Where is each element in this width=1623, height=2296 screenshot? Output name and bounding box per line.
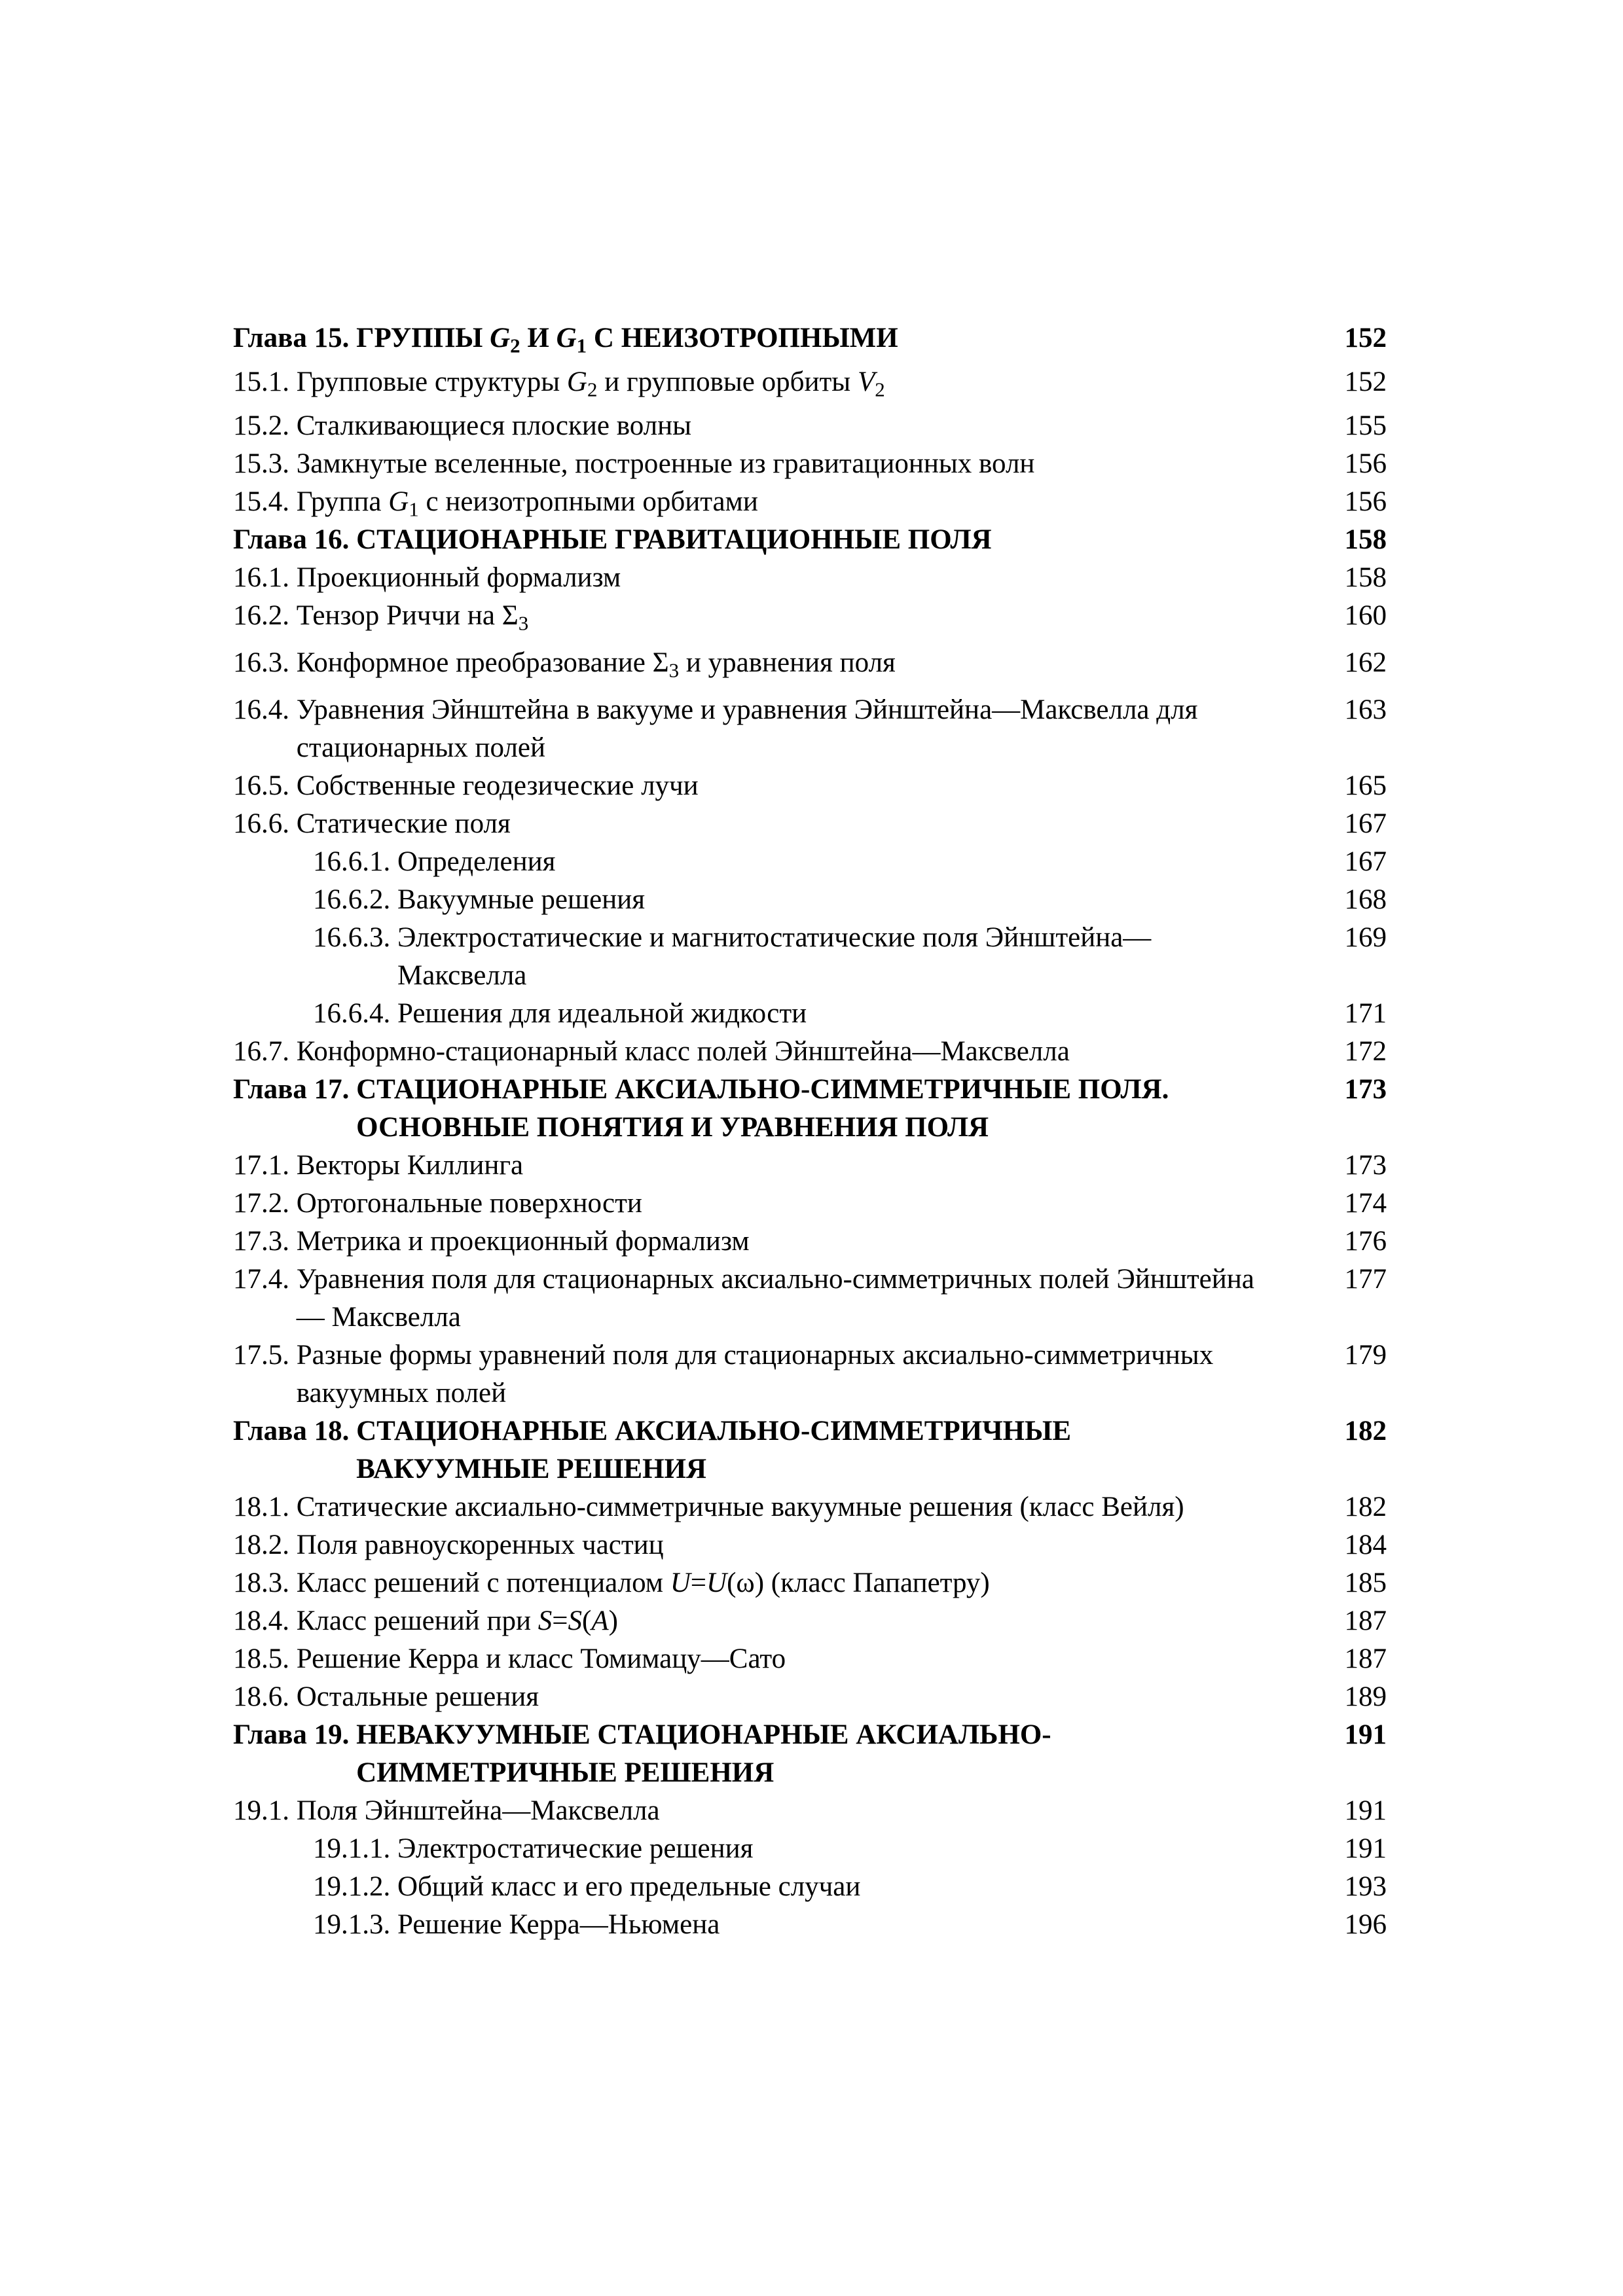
section-title: Групповые структуры $G_2$ и групповые орбиты $V_2$	[296, 367, 885, 401]
toc-section-18-4	[233, 1602, 1387, 1640]
chapter-number: Глава 19.	[233, 1719, 357, 1750]
section-title: Уравнения поля для стационарных аксиально-симметричных полей Эйнштейна — Максвелла	[296, 1264, 1254, 1333]
subsection-number: 16.6.2.	[313, 884, 397, 915]
page-number: 191	[1344, 1833, 1387, 1864]
page-number: 184	[1344, 1530, 1387, 1560]
subsection-number: 19.1.3.	[313, 1909, 397, 1940]
page-number: 169	[1344, 922, 1387, 953]
page-number: 162	[1344, 647, 1387, 678]
page-number: 172	[1344, 1036, 1387, 1067]
section-title: Конформно-стационарный класс полей Эйнштейна—Максвелла	[296, 1036, 1070, 1067]
page-number: 191	[1344, 1719, 1387, 1750]
subsection-title: Общий класс и его предельные случаи	[397, 1871, 861, 1902]
section-number: 17.2.	[233, 1188, 297, 1219]
page-number: 171	[1344, 998, 1387, 1029]
toc-section-17-1	[233, 1147, 1387, 1185]
page-number: 187	[1344, 1605, 1387, 1636]
toc-chapter-18	[233, 1412, 1387, 1488]
section-number: 16.5.	[233, 770, 297, 801]
page-number: 158	[1344, 562, 1387, 593]
page-number: 158	[1344, 524, 1387, 555]
chapter-number: Глава 16.	[233, 524, 357, 555]
section-title: Конформное преобразование $\Sigma_3$ и уравнения поля	[296, 647, 896, 682]
section-number: 18.6.	[233, 1681, 297, 1712]
chapter-title: СТАЦИОНАРНЫЕ АКСИАЛЬНО-СИММЕТРИЧНЫЕ ПОЛЯ. ОСНОВНЫЕ ПОНЯТИЯ И УРАВНЕНИЯ ПОЛЯ	[356, 1074, 1169, 1143]
section-title: Класс решений при S=S(A)	[296, 1605, 618, 1636]
toc-section-16-7	[233, 1033, 1387, 1071]
page-number: 167	[1344, 808, 1387, 839]
toc-section-15-2	[233, 407, 1387, 445]
subsection-title: Вакуумные решения	[397, 884, 646, 915]
section-number: 17.3.	[233, 1226, 297, 1257]
section-title: Собственные геодезические лучи	[296, 770, 699, 801]
toc-section-17-5	[233, 1336, 1387, 1412]
chapter-number: Глава 15.	[233, 323, 357, 353]
toc-section-18-2	[233, 1526, 1387, 1564]
toc-section-18-6	[233, 1678, 1387, 1716]
toc-section-17-2	[233, 1185, 1387, 1223]
page-number: 165	[1344, 770, 1387, 801]
page-number: 176	[1344, 1226, 1387, 1257]
page-number: 193	[1344, 1871, 1387, 1902]
page-number: 155	[1344, 410, 1387, 441]
toc-section-16-4	[233, 691, 1387, 767]
toc-section-15-3	[233, 445, 1387, 483]
chapter-title: СТАЦИОНАРНЫЕ АКСИАЛЬНО-СИММЕТРИЧНЫЕ ВАКУУМНЫЕ РЕШЕНИЯ	[356, 1416, 1072, 1484]
section-number: 16.3.	[233, 647, 297, 678]
section-number: 16.1.	[233, 562, 297, 593]
subsection-number: 19.1.2.	[313, 1871, 397, 1902]
table-of-contents	[233, 319, 1387, 1944]
section-title: Решение Керра и класс Томимацу—Сато	[296, 1643, 786, 1674]
section-title: Остальные решения	[296, 1681, 539, 1712]
toc-subsection-16-6-3	[233, 919, 1387, 995]
toc-section-16-5	[233, 767, 1387, 805]
section-title: Сталкивающиеся плоские волны	[296, 410, 692, 441]
page-number: 163	[1344, 694, 1387, 725]
subsection-number: 16.6.3.	[313, 922, 397, 953]
toc-subsection-19-1-3	[233, 1906, 1387, 1944]
toc-subsection-16-6-2	[233, 881, 1387, 919]
subsection-title: Определения	[397, 846, 556, 877]
chapter-number: Глава 17.	[233, 1074, 357, 1105]
page-number: 156	[1344, 486, 1387, 517]
section-title: Поля Эйнштейна—Максвелла	[296, 1795, 660, 1826]
section-number: 16.4.	[233, 694, 297, 725]
section-number: 15.2.	[233, 410, 297, 441]
page-number: 182	[1344, 1492, 1387, 1522]
toc-subsection-19-1-2	[233, 1868, 1387, 1906]
section-number: 17.5.	[233, 1340, 297, 1371]
toc-chapter-19	[233, 1716, 1387, 1792]
page-number: 187	[1344, 1643, 1387, 1674]
section-number: 17.4.	[233, 1264, 297, 1295]
page-number: 189	[1344, 1681, 1387, 1712]
section-number: 16.6.	[233, 808, 297, 839]
section-number: 18.4.	[233, 1605, 297, 1636]
section-number: 15.4.	[233, 486, 297, 517]
section-number: 16.7.	[233, 1036, 297, 1067]
section-title: Класс решений с потенциалом U=U(ω) (класс Папапетру)	[296, 1568, 990, 1598]
toc-section-18-5	[233, 1640, 1387, 1678]
chapter-title: ГРУППЫ $G_2$ И $G_1$ С НЕИЗОТРОПНЫМИ	[356, 323, 898, 357]
chapter-title: НЕВАКУУМНЫЕ СТАЦИОНАРНЫЕ АКСИАЛЬНО-СИММЕТРИЧНЫЕ РЕШЕНИЯ	[356, 1719, 1051, 1788]
subsection-number: 19.1.1.	[313, 1833, 397, 1864]
subsection-number: 16.6.1.	[313, 846, 397, 877]
toc-chapter-15	[233, 319, 1387, 357]
toc-subsection-16-6-4	[233, 995, 1387, 1033]
section-number: 19.1.	[233, 1795, 297, 1826]
toc-section-16-1	[233, 559, 1387, 597]
page-number: 160	[1344, 600, 1387, 631]
section-title: Уравнения Эйнштейна в вакууме и уравнения Эйнштейна—Максвелла для стационарных полей	[296, 694, 1198, 763]
toc-section-16-6	[233, 805, 1387, 843]
section-title: Векторы Киллинга	[296, 1150, 524, 1181]
toc-subsection-16-6-1	[233, 843, 1387, 881]
page-number: 182	[1344, 1416, 1387, 1446]
page-number: 167	[1344, 846, 1387, 877]
page-number: 152	[1344, 323, 1387, 353]
toc-subsection-19-1-1	[233, 1830, 1387, 1868]
section-number: 15.3.	[233, 448, 297, 479]
page-number: 152	[1344, 367, 1387, 397]
page-number: 196	[1344, 1909, 1387, 1940]
section-title: Поля равноускоренных частиц	[296, 1530, 664, 1560]
chapter-number: Глава 18.	[233, 1416, 357, 1446]
toc-section-17-3	[233, 1223, 1387, 1261]
toc-section-19-1	[233, 1792, 1387, 1830]
toc-section-17-4	[233, 1261, 1387, 1336]
toc-section-18-3	[233, 1564, 1387, 1602]
section-title: Замкнутые вселенные, построенные из гравитационных волн	[296, 448, 1035, 479]
subsection-number: 16.6.4.	[313, 998, 397, 1029]
section-number: 18.2.	[233, 1530, 297, 1560]
section-number: 15.1.	[233, 367, 297, 397]
section-title: Тензор Риччи на $\Sigma_3$	[296, 600, 529, 635]
page-number: 173	[1344, 1150, 1387, 1181]
section-title: Проекционный формализм	[296, 562, 621, 593]
subsection-title: Электростатические и магнитостатические поля Эйнштейна—Максвелла	[397, 922, 1152, 991]
toc-chapter-17	[233, 1071, 1387, 1147]
toc-section-16-3	[233, 644, 1387, 682]
toc-section-15-4	[233, 483, 1387, 521]
subsection-title: Решения для идеальной жидкости	[397, 998, 807, 1029]
chapter-title: СТАЦИОНАРНЫЕ ГРАВИТАЦИОННЫЕ ПОЛЯ	[356, 524, 992, 555]
section-title: Ортогональные поверхности	[296, 1188, 642, 1219]
section-number: 16.2.	[233, 600, 297, 631]
page-number: 168	[1344, 884, 1387, 915]
subsection-title: Электростатические решения	[397, 1833, 754, 1864]
section-title: Метрика и проекционный формализм	[296, 1226, 750, 1257]
page-number: 174	[1344, 1188, 1387, 1219]
toc-section-18-1	[233, 1488, 1387, 1526]
page-number: 191	[1344, 1795, 1387, 1826]
page-number: 179	[1344, 1340, 1387, 1371]
section-number: 18.5.	[233, 1643, 297, 1674]
section-title: Разные формы уравнений поля для стационарных аксиально-симметричных вакуумных полей	[296, 1340, 1214, 1408]
section-title: Статические аксиально-симметричные вакуумные решения (класс Вейля)	[296, 1492, 1184, 1522]
page-number: 185	[1344, 1568, 1387, 1598]
toc-section-15-1	[233, 363, 1387, 401]
section-number: 18.3.	[233, 1568, 297, 1598]
page-number: 156	[1344, 448, 1387, 479]
section-title: Статические поля	[296, 808, 511, 839]
toc-chapter-16	[233, 521, 1387, 559]
page-number: 177	[1344, 1264, 1387, 1295]
section-title: Группа $G_1$ с неизотропными орбитами	[296, 486, 758, 521]
section-number: 17.1.	[233, 1150, 297, 1181]
section-number: 18.1.	[233, 1492, 297, 1522]
subsection-title: Решение Керра—Ньюмена	[397, 1909, 720, 1940]
toc-section-16-2	[233, 597, 1387, 635]
page-number: 173	[1344, 1074, 1387, 1105]
